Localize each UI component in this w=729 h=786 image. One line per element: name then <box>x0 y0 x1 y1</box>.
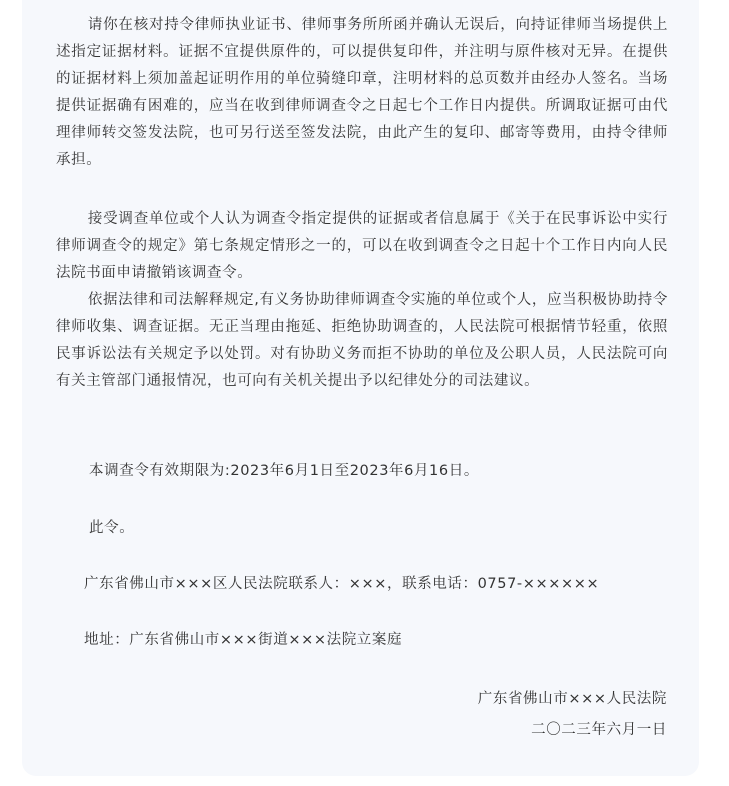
validity-period: 本调查令有效期限为:2023年6月1日至2023年6月16日。 <box>89 463 479 479</box>
paragraph-revocation-request: 接受调查单位或个人认为调查令指定提供的证据或者信息属于《关于在民事诉讼中实行律师调查令的规定》第七条规定情形之一的，可以在收到调查令之日起十个工作日内向人民法院书面申请撤销该调查令。 <box>56 211 668 281</box>
address-info: 地址：广东省佛山市×××街道×××法院立案庭 <box>84 632 403 648</box>
contact-info: 广东省佛山市×××区人民法院联系人：×××，联系电话：0757-×××××× <box>84 576 600 592</box>
order-statement: 此令。 <box>89 520 135 536</box>
paragraph-duty-to-assist: 依据法律和司法解释规定,有义务协助律师调查令实施的单位或个人，应当积极协助持令律师收集、调查证据。无正当理由拖延、拒绝协助调查的，人民法院可根据情节轻重，依照民事诉讼法有关规定予以处罚。对有协助义务而拒不协助的单位及公职人员，人民法院可向有关主管部门通报情况，也可向有关机关提出予以纪律处分的司法建议。 <box>56 292 668 389</box>
issuing-court: 广东省佛山市×××人民法院 <box>477 691 667 707</box>
issue-date: 二〇二三年六月一日 <box>531 722 667 738</box>
paragraph-evidence-provision: 请你在核对持令律师执业证书、律师事务所所函并确认无误后，向持证律师当场提供上述指定证据材料。证据不宜提供原件的，可以提供复印件，并注明与原件核对无异。在提供的证据材料上须加盖起证明作用的单位骑缝印章，注明材料的总页数并由经办人签名。当场提供证据确有困难的，应当在收到律师调查令之日起七个工作日内提供。所调取证据可由代理律师转交签发法院，也可另行送至签发法院，由此产生的复印、邮寄等费用，由持令律师承担。 <box>56 17 668 168</box>
